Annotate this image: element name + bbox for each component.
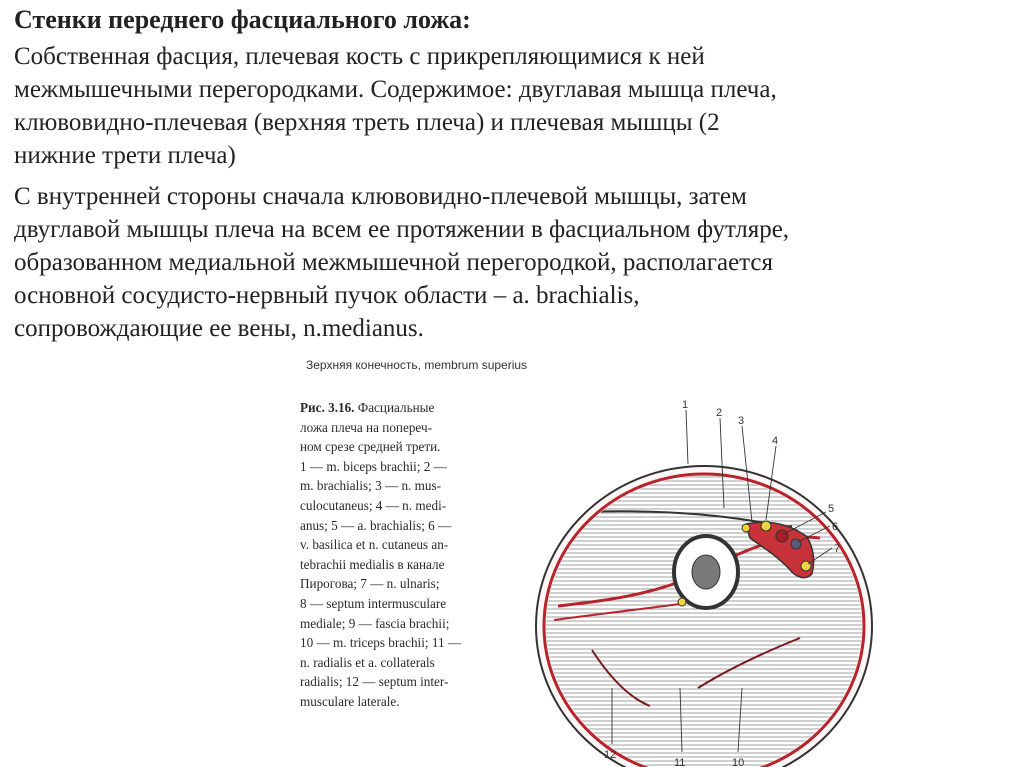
- paragraph-line: двуглавой мышцы плеча на всем ее протяжении в фасциальном футляре,: [14, 216, 790, 243]
- figure-header: Зерхняя конечность, membrum superius: [306, 358, 528, 372]
- label-1: 1: [682, 399, 689, 411]
- label-7: 7: [834, 543, 841, 555]
- label-4: 4: [772, 435, 779, 447]
- caption-line: radialis; 12 — septum inter-: [300, 674, 449, 690]
- caption-line: 8 — septum intermusculare: [300, 595, 447, 611]
- nervus-medianus: [761, 521, 771, 531]
- caption-line: ложа плеча на попереч-: [300, 419, 432, 435]
- caption-line: 10 — m. triceps brachii; 11 —: [300, 635, 462, 651]
- caption-line: mediale; 9 — fascia brachii;: [300, 615, 450, 631]
- arm-cross-section-diagram: [520, 388, 890, 767]
- label-11: 11: [674, 757, 686, 767]
- paragraph-line: основной сосудисто-нервный пучок области – a. brachialis,: [14, 282, 640, 309]
- label-5: 5: [828, 503, 835, 515]
- caption-line: Фасциальные: [354, 400, 435, 415]
- caption-line: 1 — m. biceps brachii; 2 —: [300, 458, 447, 474]
- caption-line: Пирогова; 7 — n. ulnaris;: [300, 576, 440, 592]
- caption-line: tebrachii medialis в канале: [300, 556, 445, 572]
- nervus-musculocutaneus: [742, 524, 750, 532]
- paragraph-line: клювовидно-плечевая (верхняя треть плеча) и плечевая мышцы (2: [14, 109, 720, 136]
- paragraph-bundle: [14, 180, 1014, 345]
- paragraph-line: С внутренней стороны сначала клювовидно-плечевой мышцы, затем: [14, 183, 747, 210]
- label-2: 2: [716, 407, 723, 419]
- figure-caption: [300, 398, 520, 712]
- paragraph-line: Собственная фасция, плечевая кость с прикрепляющимися к ней: [14, 43, 705, 70]
- paragraph-line: сопровождающие ее вены, n.medianus.: [14, 315, 424, 342]
- paragraph-line: нижние трети плеча): [14, 142, 236, 169]
- caption-line: m. brachialis; 3 — n. mus-: [300, 478, 442, 494]
- caption-line: v. basilica et n. cutaneus an-: [300, 537, 449, 553]
- paragraph-walls: [14, 40, 1014, 172]
- figure-caption-label: Рис. 3.16.: [300, 400, 355, 415]
- label-10: 10: [732, 757, 745, 767]
- label-6: 6: [832, 521, 839, 533]
- arteria-brachialis: [776, 530, 788, 542]
- caption-line: ном срезе средней трети.: [300, 439, 441, 455]
- caption-line: musculare laterale.: [300, 693, 400, 709]
- page-heading: Стенки переднего фасциального ложа:: [14, 5, 471, 34]
- caption-line: anus; 5 — a. brachialis; 6 —: [300, 517, 452, 533]
- nervus-radialis: [678, 598, 686, 606]
- label-3: 3: [738, 415, 745, 427]
- caption-line: n. radialis et a. collaterals: [300, 654, 435, 670]
- paragraph-line: образованном медиальной межмышечной перегородкой, располагается: [14, 249, 774, 276]
- caption-line: culocutaneus; 4 — n. medi-: [300, 497, 447, 513]
- humerus-marrow: [692, 555, 720, 589]
- label-12: 12: [604, 749, 617, 761]
- vena-basilica: [791, 539, 801, 549]
- paragraph-line: межмышечными перегородками. Содержимое: двуглавая мышца плеча,: [14, 76, 777, 103]
